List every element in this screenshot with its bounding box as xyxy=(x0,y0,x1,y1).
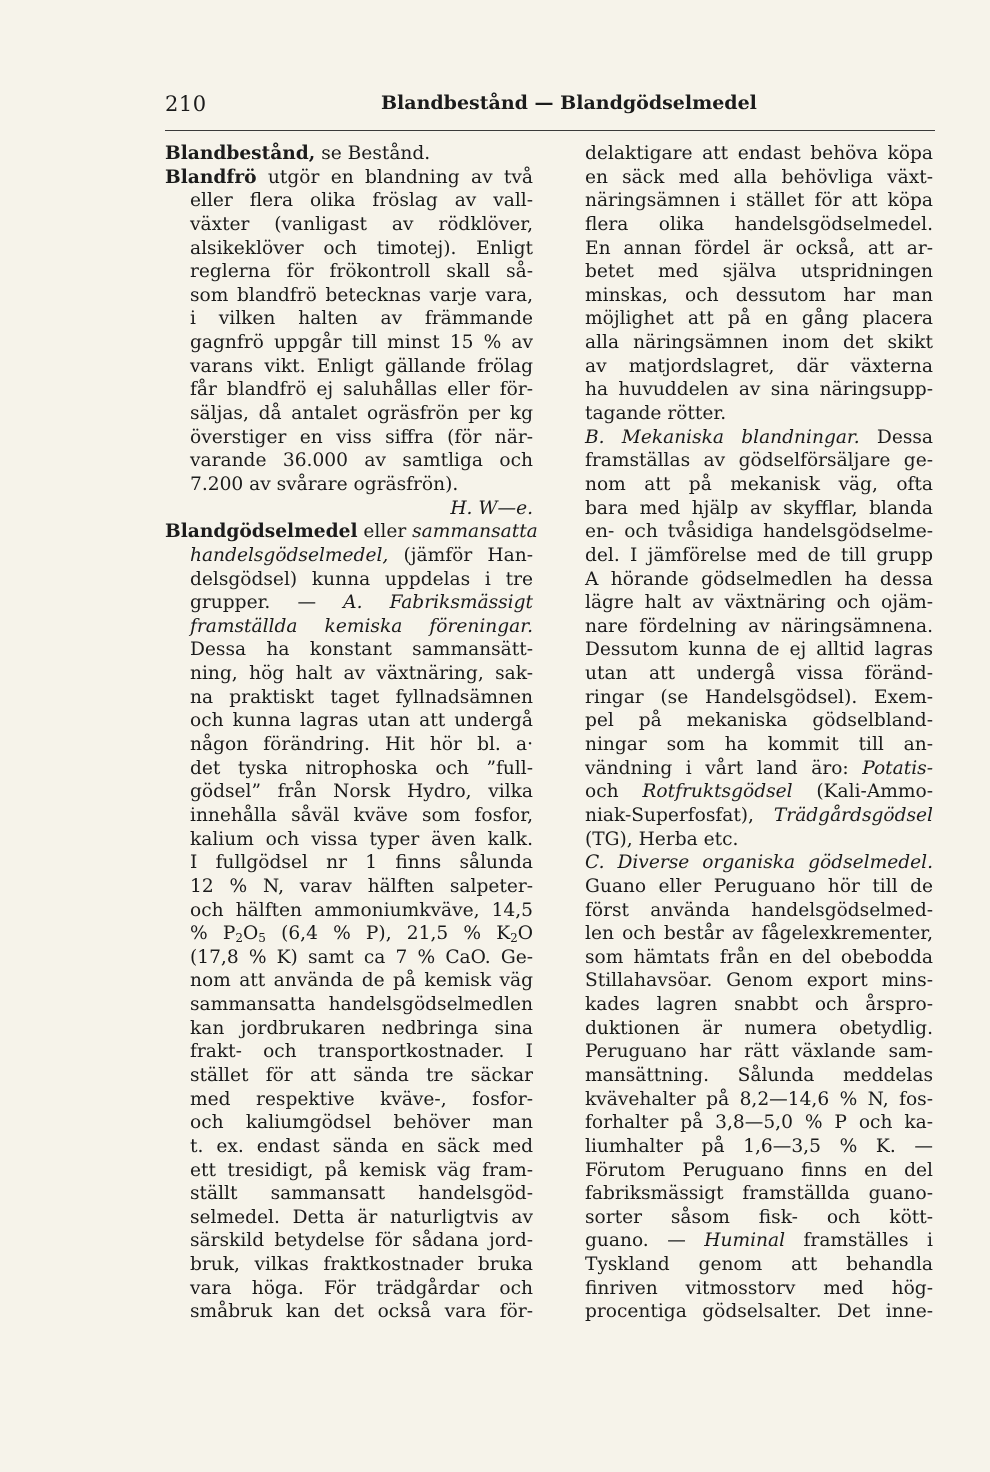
line-text: En annan fördel är också, att ar- xyxy=(585,237,933,259)
text-line xyxy=(585,1182,933,1206)
line-text: och kunna lagras utan att undergå xyxy=(190,710,533,732)
text-line xyxy=(585,284,933,308)
italic-term: handelsgödselmedel, xyxy=(190,544,389,566)
text-line xyxy=(585,828,933,852)
text-line xyxy=(190,757,533,781)
line-text: betet med själva utspridningen xyxy=(585,261,933,283)
text-line xyxy=(190,638,533,662)
line-text: det tyska nitrophoska och ”full- xyxy=(190,757,533,779)
line-text: Guano eller Peruguano hör till de xyxy=(585,875,933,897)
text-line xyxy=(190,473,533,497)
line-text: någon förändring. Hit hör bl. a· xyxy=(190,734,533,756)
line-text: del. I jämförelse med de till grupp xyxy=(585,544,933,566)
text-line xyxy=(585,875,933,899)
running-header xyxy=(165,88,935,122)
line-text: först använda handelsgödselmed- xyxy=(585,899,933,921)
text-line xyxy=(585,946,933,970)
text-line xyxy=(190,1159,533,1183)
line-text: gagnfrö uppgår till minst 15 % av xyxy=(190,332,533,354)
line-text: överstiger en viss siffra (för när- xyxy=(190,426,533,448)
line-text: pel på mekaniska gödselbland- xyxy=(585,710,933,732)
text-line xyxy=(585,1040,933,1064)
text-line xyxy=(190,449,533,473)
line-text: len och består av fågelexkrementer, xyxy=(585,923,933,945)
line-text: i vilken halten av främmande xyxy=(190,308,533,330)
line-text: finriven vitmosstorv med hög- xyxy=(585,1277,933,1299)
line-text: duktionen är numera obetydlig. xyxy=(585,1017,933,1039)
formula-text: % P xyxy=(190,923,236,945)
text-line xyxy=(585,1300,933,1324)
entry-headword: Blandfrö xyxy=(165,166,257,188)
text-line xyxy=(190,1040,533,1064)
line-text: säljas, då antalet ogräsfrön per kg xyxy=(190,403,533,425)
line-text: frakt- och transportkostnader. I xyxy=(190,1041,533,1063)
line-text: mansättning. Sålunda meddelas xyxy=(585,1064,933,1086)
text-line xyxy=(585,686,933,710)
line-text: fabriksmässigt framställda guano- xyxy=(585,1183,933,1205)
text-line xyxy=(585,709,933,733)
text-line xyxy=(190,591,533,615)
header-rule xyxy=(165,130,935,131)
italic-term: sammansatta xyxy=(412,521,538,543)
text-line xyxy=(585,544,933,568)
line-text: grupper. — xyxy=(190,592,344,614)
line-text: 12 % N, varav hälften salpeter- xyxy=(190,875,533,897)
text-line xyxy=(190,875,533,899)
text-line xyxy=(190,993,533,1017)
line-text: en- och tvåsidiga handelsgödselme- xyxy=(585,521,933,543)
left-column xyxy=(165,142,538,1324)
subscript: 2 xyxy=(510,931,518,946)
line-text: ringar (se Handelsgödsel). Exem- xyxy=(585,686,933,708)
line-text: 7.200 av svårare ogräsfrön). xyxy=(190,473,459,495)
formula-text: O xyxy=(243,923,259,945)
italic-term: Huminal xyxy=(704,1230,786,1252)
line-text: Dessa ha konstant sammansätt- xyxy=(190,639,533,661)
text-line xyxy=(190,851,533,875)
text-line xyxy=(585,757,933,781)
line-text: procentiga gödselsalter. Det inne- xyxy=(585,1301,933,1323)
text-line xyxy=(190,237,533,261)
line-text: Förutom Peruguano finns en del xyxy=(585,1159,933,1181)
line-text: näringsämnen i stället för att köpa xyxy=(585,190,933,212)
text-line xyxy=(585,591,933,615)
text-line xyxy=(190,1253,533,1277)
text-line xyxy=(585,473,933,497)
text-line xyxy=(190,1088,533,1112)
text-line xyxy=(585,189,933,213)
line-text: lägre halt av växtnäring och ojäm- xyxy=(585,592,933,614)
line-text: I fullgödsel nr 1 finns sålunda xyxy=(190,852,533,874)
text-line xyxy=(585,780,933,804)
text-line xyxy=(585,1088,933,1112)
text-line xyxy=(165,520,538,544)
line-text: reglerna för frökontroll skall så- xyxy=(190,261,533,283)
line-text: (Kali-Ammo- xyxy=(792,781,933,803)
text-line xyxy=(190,355,533,379)
line-text: utgör en blandning av två xyxy=(256,166,533,188)
line-text: eller xyxy=(357,521,413,543)
text-line xyxy=(585,993,933,1017)
line-text: ningar som ha kommit till an- xyxy=(585,734,933,756)
line-text: alla näringsämnen inom det skikt xyxy=(585,332,933,354)
text-line xyxy=(190,568,533,592)
text-line xyxy=(165,166,533,190)
text-line xyxy=(190,284,533,308)
line-text: nom att på mekanisk väg, ofta xyxy=(585,473,933,495)
line-text: innehålla såväl kväve som fosfor, xyxy=(190,804,533,826)
text-line xyxy=(585,520,933,544)
formula-text: O xyxy=(517,923,533,945)
line-text: ning, hög halt av växtnäring, sak- xyxy=(190,663,533,685)
text-line xyxy=(190,544,533,568)
entry-headword: Blandbestånd, xyxy=(165,143,316,164)
text-line xyxy=(585,851,933,875)
line-text: Dessa xyxy=(859,426,933,448)
line-text: vara höga. För trädgårdar och xyxy=(190,1277,533,1299)
text-line xyxy=(585,497,933,521)
text-line xyxy=(585,1017,933,1041)
text-line xyxy=(190,922,533,946)
line-text: en säck med alla behövliga växt- xyxy=(585,166,933,188)
line-text: delaktigare att endast behöva köpa xyxy=(585,143,933,164)
line-text: na praktiskt taget fyllnadsämnen xyxy=(190,686,533,708)
text-line xyxy=(585,1229,933,1253)
subscript: 5 xyxy=(258,931,266,946)
subscript: 2 xyxy=(235,931,243,946)
text-line xyxy=(190,662,533,686)
line-text: småbruk kan det också vara för- xyxy=(190,1301,533,1323)
line-text: tagande rötter. xyxy=(585,403,727,425)
text-line xyxy=(190,1229,533,1253)
italic-term: B. Mekaniska blandningar. xyxy=(585,426,860,448)
text-line xyxy=(190,780,533,804)
text-line xyxy=(190,378,533,402)
text-line xyxy=(585,260,933,284)
text-line xyxy=(190,402,533,426)
line-text: med respektive kväve-, fosfor- xyxy=(190,1088,533,1110)
text-line xyxy=(585,638,933,662)
line-text: kades lagren snabbt och årspro- xyxy=(585,994,933,1016)
text-line xyxy=(585,1064,933,1088)
line-text: ett tresidigt, på kemisk väg fram- xyxy=(190,1159,533,1181)
line-text: och kaliumgödsel behöver man xyxy=(190,1112,533,1134)
italic-term: framställda kemiska föreningar. xyxy=(190,615,533,637)
text-line xyxy=(585,355,933,379)
italic-term: Potatis- xyxy=(862,757,933,779)
text-line xyxy=(190,1206,533,1230)
text-line xyxy=(190,331,533,355)
running-title: Blandbestånd — Blandgödselmedel xyxy=(381,92,757,114)
line-text: varans vikt. Enligt gällande frölag xyxy=(190,355,533,377)
italic-term: Trädgårdsgödsel xyxy=(773,804,933,826)
right-column xyxy=(585,142,933,1324)
line-text: forhalter på 3,8—5,0 % P och ka- xyxy=(585,1112,933,1134)
text-line xyxy=(165,142,533,166)
italic-term: C. Diverse organiska gödselmedel. xyxy=(585,852,933,874)
text-line xyxy=(585,969,933,993)
line-text: varande 36.000 av samtliga och xyxy=(190,450,533,472)
text-line xyxy=(190,213,533,237)
line-text: alsikeklöver och timotej). Enligt xyxy=(190,237,533,259)
line-text: kan jordbrukaren nedbringa sina xyxy=(190,1017,533,1039)
text-line xyxy=(585,804,933,828)
text-line xyxy=(190,709,533,733)
line-text: sorter såsom fisk- och kött- xyxy=(585,1206,933,1228)
text-line xyxy=(190,828,533,852)
text-line xyxy=(190,969,533,993)
text-line xyxy=(190,686,533,710)
text-line xyxy=(190,1135,533,1159)
line-text: Stillahavsöar. Genom export mins- xyxy=(585,970,933,992)
line-text: framställes i xyxy=(785,1230,933,1252)
line-text: Dessutom kunna de ej alltid lagras xyxy=(585,639,933,661)
text-line xyxy=(190,733,533,757)
text-line xyxy=(585,922,933,946)
line-text: delsgödsel) kunna uppdelas i tre xyxy=(190,568,533,590)
line-text: växter (vanligast av rödklöver, xyxy=(190,213,533,235)
text-line xyxy=(190,307,533,331)
text-line xyxy=(190,946,533,970)
line-text: eller flera olika fröslag av vall- xyxy=(190,190,533,212)
line-text: flera olika handelsgödselmedel. xyxy=(585,213,933,235)
formula-text: (17,8 % K) samt ca 7 % CaO. Ge- xyxy=(190,946,533,968)
italic-term: H. W—e. xyxy=(450,497,533,519)
formula-text: (6,4 % P), 21,5 % K xyxy=(265,923,511,945)
text-line xyxy=(190,1182,533,1206)
text-line xyxy=(585,1277,933,1301)
line-text: guano. — xyxy=(585,1230,705,1252)
line-text: möjlighet att på en gång placera xyxy=(585,308,933,330)
text-line xyxy=(190,260,533,284)
text-line xyxy=(190,615,533,639)
entry-headword: Blandgödselmedel xyxy=(165,521,358,543)
text-line xyxy=(585,1111,933,1135)
text-line xyxy=(190,1111,533,1135)
line-text: selmedel. Detta är naturligtvis av xyxy=(190,1206,533,1228)
text-line xyxy=(585,1135,933,1159)
line-text: Tyskland genom att behandla xyxy=(585,1254,933,1276)
text-line xyxy=(190,189,533,213)
line-text: särskild betydelse för sådana jord- xyxy=(190,1230,533,1252)
text-line xyxy=(585,733,933,757)
line-text: kvävehalter på 8,2—14,6 % N, fos- xyxy=(585,1088,933,1110)
text-line xyxy=(190,1064,533,1088)
page-number: 210 xyxy=(165,92,207,116)
line-text: framställas av gödselförsäljare ge- xyxy=(585,450,933,472)
text-line xyxy=(585,426,933,450)
line-text: niak-Superfosfat), xyxy=(585,804,774,826)
text-line xyxy=(190,1017,533,1041)
line-text: se Bestånd. xyxy=(315,143,431,164)
text-line xyxy=(190,426,533,450)
line-text: nom att använda de på kemisk väg xyxy=(190,970,533,992)
line-text: som hämtats från en del obebodda xyxy=(585,946,933,968)
line-text: nare fördelning av näringsämnena. xyxy=(585,615,933,637)
line-text: sammansatta handelsgödselmedlen xyxy=(190,994,533,1016)
line-text: (TG), Herba etc. xyxy=(585,828,739,850)
line-text: minskas, och dessutom har man xyxy=(585,284,933,306)
italic-term: A. Fabriksmässigt xyxy=(343,592,533,614)
line-text: A hörande gödselmedlen ha dessa xyxy=(585,568,933,590)
line-text: och hälften ammoniumkväve, 14,5 xyxy=(190,899,533,921)
text-line xyxy=(190,804,533,828)
text-line xyxy=(585,378,933,402)
text-line xyxy=(585,237,933,261)
text-line xyxy=(190,899,533,923)
text-line xyxy=(585,213,933,237)
line-text: vändning i vårt land äro: xyxy=(585,757,863,779)
line-text: stället för att sända tre säckar xyxy=(190,1064,533,1086)
text-line xyxy=(585,449,933,473)
text-line xyxy=(190,1277,533,1301)
line-text: och xyxy=(585,781,643,803)
line-text: som blandfrö betecknas varje vara, xyxy=(190,284,533,306)
text-line xyxy=(585,899,933,923)
text-line xyxy=(585,1159,933,1183)
line-text: utan att undergå vissa föränd- xyxy=(585,663,933,685)
text-line xyxy=(585,615,933,639)
line-text: ha huvuddelen av sina näringsupp- xyxy=(585,379,933,401)
text-line xyxy=(585,1253,933,1277)
line-text: Peruguano har rätt växlande sam- xyxy=(585,1041,933,1063)
line-text: av matjordslagret, där växterna xyxy=(585,355,933,377)
line-text: bruk, vilkas fraktkostnader bruka xyxy=(190,1254,533,1276)
text-line xyxy=(585,402,933,426)
line-text: får blandfrö ej saluhållas eller för- xyxy=(190,379,533,401)
italic-term: Rotfruktsgödsel xyxy=(642,781,793,803)
text-line xyxy=(585,307,933,331)
text-line xyxy=(585,1206,933,1230)
text-line xyxy=(585,662,933,686)
line-text: gödsel” från Norsk Hydro, vilka xyxy=(190,781,533,803)
text-line xyxy=(190,1300,533,1324)
line-text: liumhalter på 1,6—3,5 % K. — xyxy=(585,1135,933,1157)
text-line xyxy=(585,142,933,166)
line-text: (jämför Han- xyxy=(388,544,533,566)
line-text: ställt sammansatt handelsgöd- xyxy=(190,1183,533,1205)
text-line xyxy=(585,568,933,592)
line-text: kalium och vissa typer även kalk. xyxy=(190,828,533,850)
text-line xyxy=(585,166,933,190)
line-text: bara med hjälp av skyfflar, blanda xyxy=(585,497,933,519)
text-line xyxy=(585,331,933,355)
text-line xyxy=(190,497,533,521)
line-text: t. ex. endast sända en säck med xyxy=(190,1135,533,1157)
